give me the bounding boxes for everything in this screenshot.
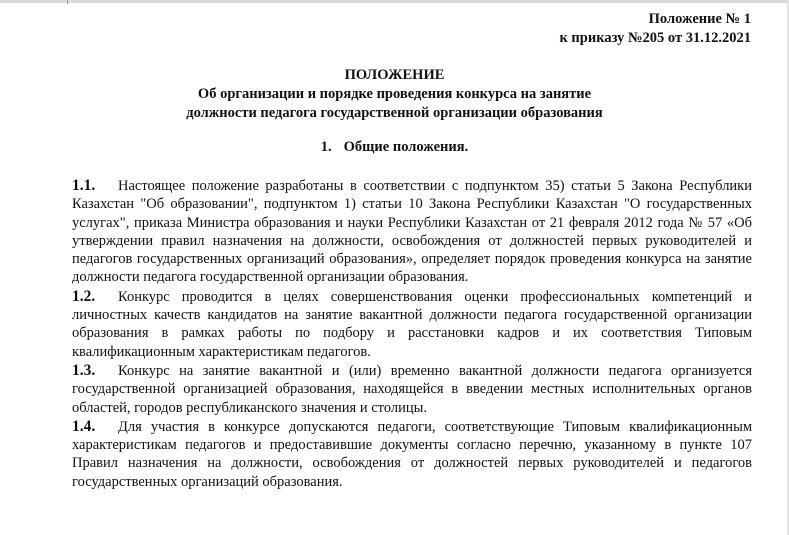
section-number: 1. [320, 139, 332, 155]
title-line-2: Об организации и порядке проведения конкурса на занятие [197, 86, 592, 102]
appendix-line-1: Положение № 1 [648, 11, 751, 27]
appendix-header [559, 10, 751, 48]
paragraph-text: Настоящее положение разработаны в соответствии с подпунктом 35) статьи 5 Закона Республики Казахстан "Об образовании", подпунктом 1) статьи 10 Закона Республики Казахстан "О государственных услугах", приказа Министра образования и науки Республики Казахстан от 21 февраля 2012 года № 57 «Об утверждении правил назначения на должности, освобождения от должностей первых руководителей и педагогов государственных организаций образования», определяет порядок проведения конкурса на занятие должности педагога государственной организации образования. [72, 178, 752, 286]
paragraph-number: 1.1. [72, 177, 96, 194]
title-line-1: ПОЛОЖЕНИЕ [344, 67, 445, 83]
document-title [0, 66, 789, 123]
section-title: Общие положения. [343, 139, 469, 155]
paragraph-1-4 [72, 418, 752, 491]
paragraph-number: 1.3. [72, 361, 96, 379]
paragraph-number: 1.2. [72, 287, 96, 305]
appendix-line-2: к приказу №205 от 31.12.2021 [559, 30, 751, 46]
paragraph-text: Для участия в конкурсе допускаются педагоги, соответствующие Типовым квалификационным характеристикам педагогов и предоставившие документы согласно перечню, указанному в пункте 107 Правил назначения на должности, освобождения от должностей первых руководителей и педагогов государственных организаций образования. [72, 418, 752, 490]
paragraph-text: Конкурс на занятие вакантной и (или) временно вакантной должности педагога организуется государственной организацией образования, находящейся в введении местных исполнительных органов областей, городов республиканского значения и столицы. [72, 362, 752, 416]
document-body [72, 177, 752, 492]
paragraph-text: Конкурс проводится в целях совершенствования оценки профессиональных компетенций и личностных качеств кандидатов на занятие вакантной должности педагога государственной организации образования в рамках работы по подбору и расстановки кадров и их соответствия Типовым квалификационным характеристикам педагогов. [72, 288, 752, 360]
paragraph-number: 1.4. [72, 417, 96, 435]
paragraph-1-2 [72, 288, 752, 361]
paragraph-1-1 [72, 177, 752, 287]
paragraph-1-3 [72, 362, 752, 417]
section-heading [0, 138, 789, 157]
title-line-3: должности педагога государственной организации образования [186, 105, 603, 121]
